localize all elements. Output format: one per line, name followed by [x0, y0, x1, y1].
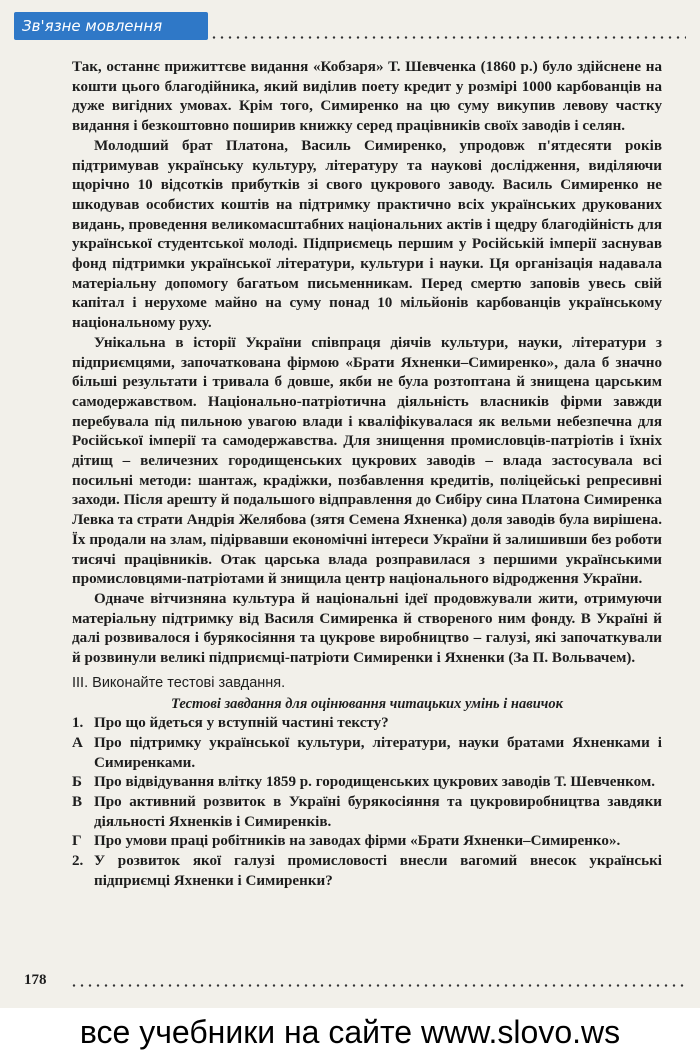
answer-option-g	[72, 832, 662, 852]
task-heading: III. Виконайте тестові завдання.	[72, 674, 286, 691]
option-text: Про відвідування влітку 1859 р. городищенських цукрових заводів Т. Шевченком.	[94, 774, 655, 791]
paragraph: Унікальна в історії України співпраця діячів культури, науки, літератури з підприємцями, започаткована фірмою «Брати Яхненки–Симиренко», дала б значно більші результати і тривала б довше, якби не була розтоптана й знищена царським самодержавством. Національно-патріотична діяльність власників фірми завжди перебувала під пильною увагою влади і кваліфікувалася як вельми небезпечна для Російської імперії та самодержавства. Для знищення промисловців-патріотів і їхніх дітищ – величезних городищенських цукрових заводів – влада застосувала всі посильні методи: шантаж, крадіжки, позбавлення кредитів, поліцейські репресивні заходи. Після арешту й подальшого відправлення до Сибіру сина Платона Симиренка Левка та страти Андрія Желябова (зятя Семена Яхненка) доля заводів була вирішена. Їх продали на злам, підірвавши економічні інтереси України й залишивши без роботи тисячі працівників. Отак царська влада розправилася з першими українськими промисловцями-патріотами й знищила центр національного відродження України.	[72, 334, 662, 588]
paragraph: Молодший брат Платона, Василь Симиренко, упродовж п'ятдесяти років підтримував українську культуру, літературу та наукові дослідження, виділяючи щорічно 10 відсотків прибутків зі свого цукрового заводу. Василь Симиренко не шкодував особистих коштів на підтримку практично всіх українських друкованих видань, проведення великомасштабних національних актів і щедру благодійність для української студентської молоді. Підприємець першим у Російській імперії заснував фонд підтримки української літератури, культури і науки. Ця організація надавала матеріальну допомогу багатьом письменникам. Перед смертю заповів увесь свій капітал і нерухоме майно на суму понад 10 мільйонів карбованців українському національному руху.	[72, 137, 662, 332]
option-text: Про умови праці робітників на заводах фірми «Брати Яхненки–Симиренко».	[94, 833, 621, 850]
site-banner: все учебники на сайте www.slovo.ws	[0, 1008, 700, 1056]
page-number: 178	[24, 972, 47, 988]
paragraph: Так, останнє прижиттєве видання «Кобзаря» Т. Шевченка (1860 р.) було здійснене на кошти цього благодійника, який виділив поету кредит у розмірі 1000 карбованців на дуже вигідних умовах. Крім того, Симиренко на цю суму викупив левову частку видання і безкоштовно поширив книжку серед працівників своїх заводів і селян.	[72, 59, 662, 135]
question-number: 1.	[72, 715, 84, 732]
question-text: У розвиток якої галузі промисловості внесли вагомий внесок українські підприємці Яхненки і Симиренки?	[94, 853, 662, 889]
answer-option-v	[72, 793, 662, 832]
section-tag: Зв'язне мовлення	[14, 12, 208, 40]
option-text: Про підтримку української культури, літератури, науки братами Яхненками і Симиренками.	[94, 734, 662, 771]
answer-option-a	[72, 734, 662, 773]
footer-dotted-rule	[70, 984, 686, 987]
answer-option-b	[72, 773, 662, 793]
tests-subheading: Тестові завдання для оцінювання читацьких умінь і навичок	[171, 695, 563, 712]
page-content	[72, 58, 662, 892]
header-dotted-rule	[210, 36, 686, 39]
page-header	[0, 10, 700, 40]
option-letter: А	[72, 734, 83, 751]
option-letter: Г	[72, 833, 82, 850]
option-text: Про активний розвиток в Україні бурякосіяння та цукровиробництва завдяки діяльності Яхненків і Симиренків.	[94, 794, 662, 830]
question-number: 2.	[72, 853, 84, 870]
option-letter: Б	[72, 774, 82, 791]
question-text: Про що йдеться у вступній частині тексту?	[94, 715, 389, 732]
option-letter: В	[72, 794, 83, 811]
question-2	[72, 852, 662, 891]
paragraph: Одначе вітчизняна культура й національні ідеї продовжували жити, отримуючи матеріальну підтримку від Василя Симиренка й створеного ним фонду. В Україні й далі розвивалося і бурякосіяння та цукрове виробництво – галузі, які започаткували й розвинули великі підприємці-патріоти Симиренки і Яхненки (За П. Вольвачем).	[72, 590, 662, 667]
question-1	[72, 714, 662, 734]
